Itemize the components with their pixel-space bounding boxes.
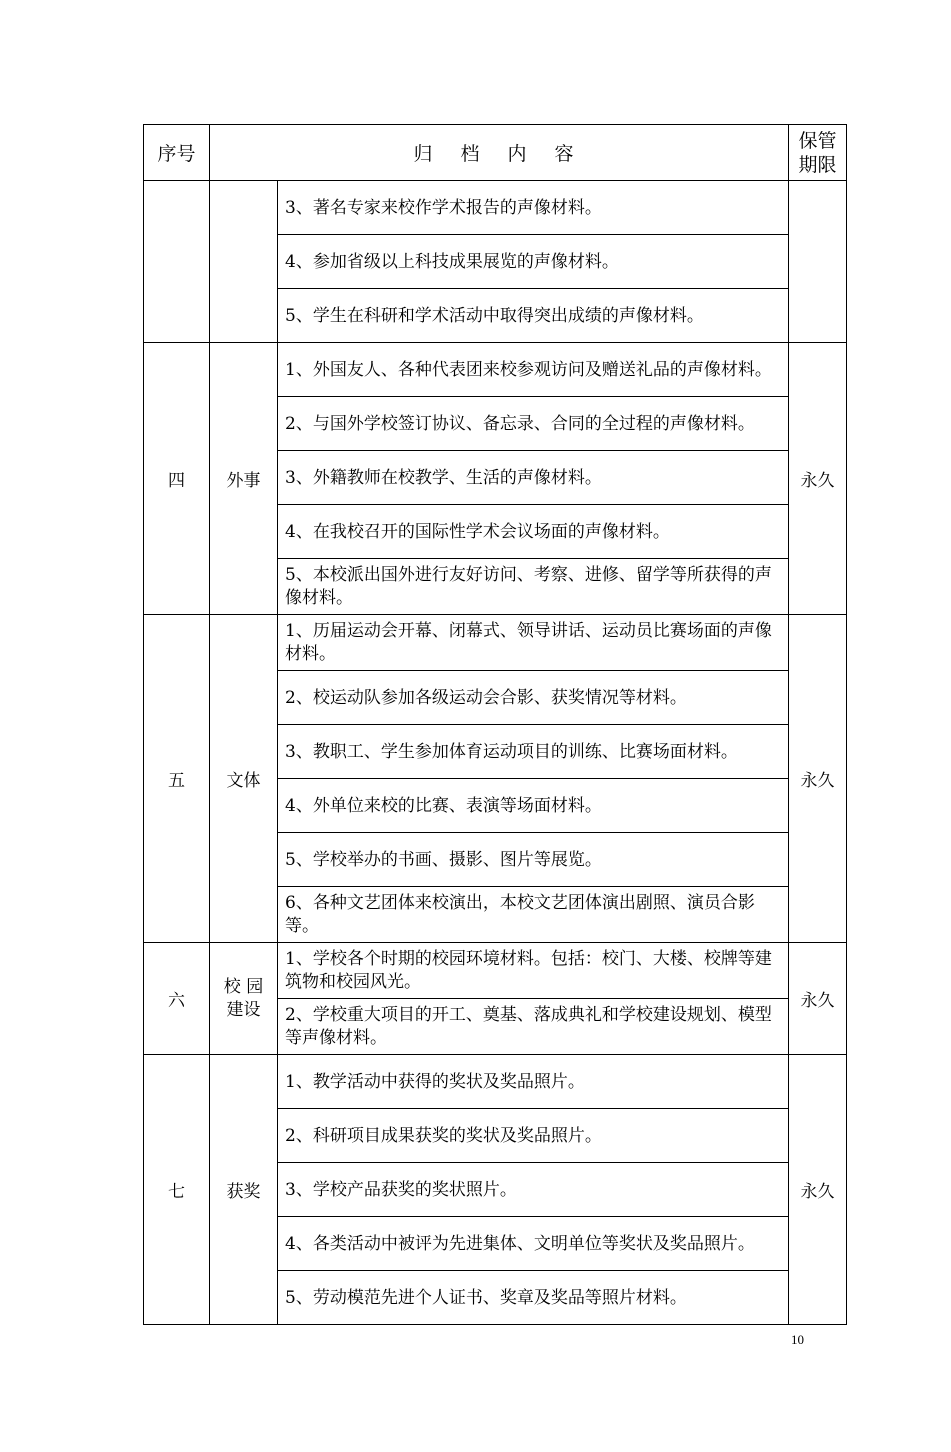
content-item: 3、著名专家来校作学术报告的声像材料。 <box>278 181 789 235</box>
retention-period: 永久 <box>789 615 847 943</box>
content-item: 3、外籍教师在校教学、生活的声像材料。 <box>278 451 789 505</box>
content-item: 2、校运动队参加各级运动会合影、获奖情况等材料。 <box>278 671 789 725</box>
content-item: 6、各种文艺团体来校演出，本校文艺团体演出剧照、演员合影等。 <box>278 887 789 943</box>
content-item: 2、学校重大项目的开工、奠基、落成典礼和学校建设规划、模型等声像材料。 <box>278 999 789 1055</box>
category-name-line1: 校 园 <box>223 976 264 997</box>
category-name: 外事 <box>210 343 278 615</box>
header-content: 归 档 内 容 <box>210 125 789 181</box>
header-period-line2: 期限 <box>798 153 837 176</box>
category-name-line2: 建设 <box>226 999 261 1020</box>
header-period-line1: 保管 <box>798 129 837 152</box>
content-item: 5、学校举办的书画、摄影、图片等展览。 <box>278 833 789 887</box>
table-row <box>144 181 847 235</box>
content-item: 4、在我校召开的国际性学术会议场面的声像材料。 <box>278 505 789 559</box>
content-item: 2、与国外学校签订协议、备忘录、合同的全过程的声像材料。 <box>278 397 789 451</box>
category-seq: 五 <box>144 615 210 943</box>
content-item: 1、教学活动中获得的奖状及奖品照片。 <box>278 1055 789 1109</box>
category-seq: 七 <box>144 1055 210 1325</box>
table-row <box>144 1055 847 1109</box>
content-item: 5、学生在科研和学术活动中取得突出成绩的声像材料。 <box>278 289 789 343</box>
content-item: 1、历届运动会开幕、闭幕式、领导讲话、运动员比赛场面的声像材料。 <box>278 615 789 671</box>
category-seq: 六 <box>144 943 210 1055</box>
header-period <box>789 125 847 181</box>
archive-table <box>143 124 847 1325</box>
content-item: 4、各类活动中被评为先进集体、文明单位等奖状及奖品照片。 <box>278 1217 789 1271</box>
content-item: 3、学校产品获奖的奖状照片。 <box>278 1163 789 1217</box>
table-row <box>144 615 847 671</box>
category-name <box>210 181 278 343</box>
category-name <box>210 943 278 1055</box>
category-name: 获奖 <box>210 1055 278 1325</box>
category-seq <box>144 181 210 343</box>
content-item: 3、教职工、学生参加体育运动项目的训练、比赛场面材料。 <box>278 725 789 779</box>
content-item: 5、劳动模范先进个人证书、奖章及奖品等照片材料。 <box>278 1271 789 1325</box>
retention-period: 永久 <box>789 943 847 1055</box>
content-item: 4、参加省级以上科技成果展览的声像材料。 <box>278 235 789 289</box>
table-row <box>144 943 847 999</box>
retention-period: 永久 <box>789 343 847 615</box>
page-number: 10 <box>791 1332 804 1347</box>
category-seq: 四 <box>144 343 210 615</box>
retention-period: 永久 <box>789 1055 847 1325</box>
content-item: 4、外单位来校的比赛、表演等场面材料。 <box>278 779 789 833</box>
category-name: 文体 <box>210 615 278 943</box>
table-row <box>144 343 847 397</box>
retention-period <box>789 181 847 343</box>
content-item: 1、学校各个时期的校园环境材料。包括：校门、大楼、校牌等建筑物和校园风光。 <box>278 943 789 999</box>
content-item: 1、外国友人、各种代表团来校参观访问及赠送礼品的声像材料。 <box>278 343 789 397</box>
content-item: 2、科研项目成果获奖的奖状及奖品照片。 <box>278 1109 789 1163</box>
content-item: 5、本校派出国外进行友好访问、考察、进修、留学等所获得的声像材料。 <box>278 559 789 615</box>
header-seq: 序号 <box>144 125 210 181</box>
header-row <box>144 125 847 181</box>
